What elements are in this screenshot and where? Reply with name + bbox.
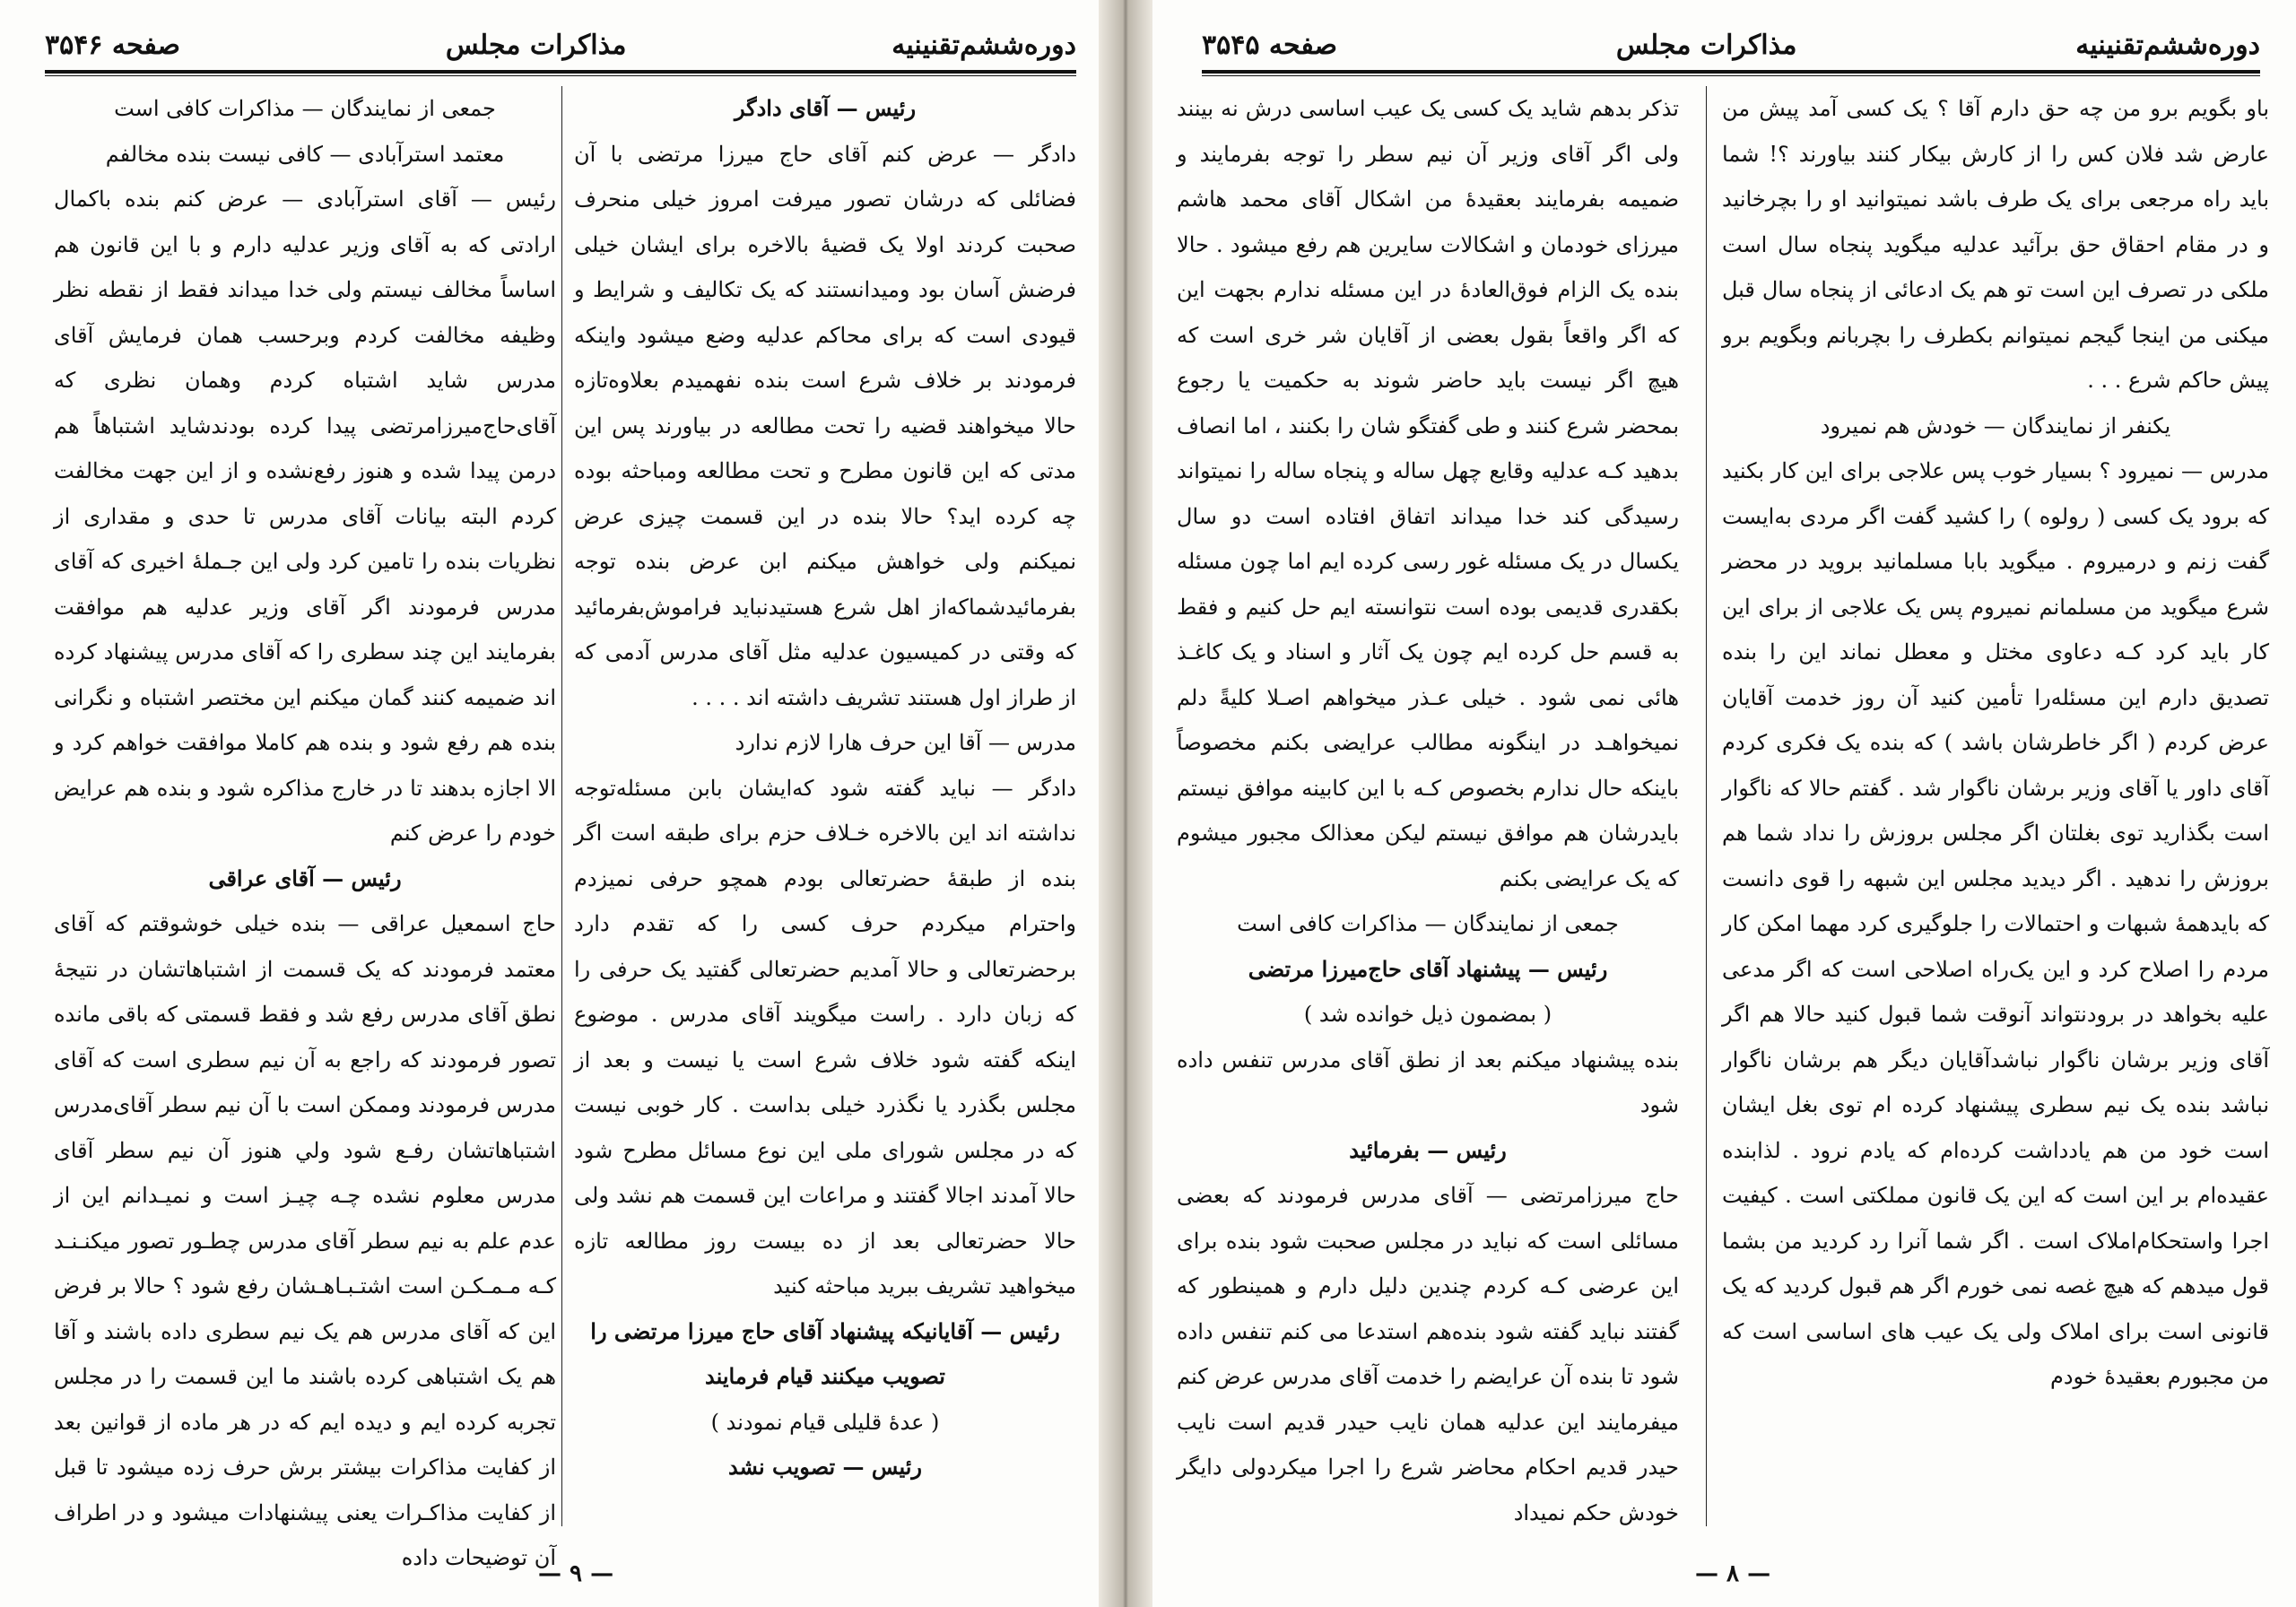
- speaker-line: رئیس — تصویب نشد: [728, 1454, 922, 1480]
- paragraph: دادگر — نباید گفته شود که‌ایشان بابن مسئله‌توجه نداشته اند این بالاخره خـلاف حزم برای طبقه است اگر بنده از طبقهٔ حضرتعالی بودم همچو حرفی نمیزدم واحترام میکردم حرف کسی را که تقدم دارد برحضرتعالی و حالا آمدیم حضرتعالی گفتید یک حرفی را که زبان دارد . راست میگویند آقای مدرس . موضوع اینکه گفته شود خلاف شرع است یا نیست و بعد از مجلس بگذرد یا نگذرد خیلی بداست . کار خوبی نیست که در مجلس شورای ملی این نوع مسائل مطرح شود حالا آمدند اجالا گفتند و مراعات این قسمت هم نشد ولی حالا حضرتعالی بعد از ده بیست روز مطالعه تازه میخواهید تشریف ببرید مباحثه کنید: [574, 775, 1077, 1299]
- paragraph: باو بگویم برو من چه حق دارم آقا ؟ یک کسی آمد پیش من عارض شد فلان کس را از کارش بیکار کنند بیاورند ؟! شما باید راه مرجعی برای یک طرف باشد نمیتوانید او را بچرخانید و در مقام احقاق حق برآئید عدلیه میگوید پنجاه سال است ملکی در تصرف این است تو هم یک ادعائی از پنجاه سال قبل میکنی من اینجا گیجم نمیتوانم بکطرف را بچربانم وبگویم برو پیش حاکم شرع . . .: [1722, 96, 2269, 393]
- page-header: [45, 20, 1076, 70]
- speaker-line: رئیس — آقایانیکه پیشنهاد آقای حاج میرزا مرتضی را تصویب میکنند قیام فرمایند: [590, 1317, 1060, 1389]
- page-footer: — ۸ —: [1695, 1560, 1771, 1587]
- centered-line: ( بمضمون ذیل خوانده شد ): [1303, 1002, 1552, 1027]
- right-page: [1157, 0, 2296, 1607]
- paragraph: حاج میرزامرتضی — آقای مدرس فرمودند که بعضی مسائلی است که نباید در مجلس صحبت شود بنده برای این عرضی کـه کردم چندین دلیل دارم و همینطور که گفتند نباید گفته شود بنده‌هم استدعا می کنم تنفس داده شود تا بنده آن عرایضم را خدمت آقای مدرس عرض کنم میفرمایند این عدلیه همان نایب حیدر قدیم است نایب حیدر قدیم احکام محاضر شرع را اجرا میکرد‌ولی دایگر خودش حکم نمیداد: [1177, 1183, 1680, 1525]
- paragraph: بنده پیشنهاد میکنم بعد از نطق آقای مدرس تنفس داده شود: [1177, 1047, 1679, 1117]
- header-title: مذاکرات مجلس: [445, 29, 627, 61]
- centered-line: ( عدهٔ قلیلی قیام نمودند ): [710, 1409, 940, 1435]
- header-rule-thin: [45, 75, 1076, 76]
- paragraph: تذکر بدهم شاید یک کسی یک عیب اساسی درش نه بینند ولی اگر آقای وزیر آن نیم سطر را توجه بفرمایند و ضمیمه بفرمایند بعقیدهٔ من اشکال آقای محمد هاشم میرزای خودمان و اشکالات سایرین هم رفع میشود . حالا بنده یک الزام فوق‌العادهٔ در این مسئله ندارم بجهت این که اگر واقعاً بقول بعضی از آقایان شر خری است که هیچ اگر نیست باید حاضر شوند به حکمیت یا رجوع بمحضر شرع کنند و طی گفتگو شان را بکنند ، اما انصاف بدهید کـه عدلیه وقایع چهل ساله و پنجاه ساله را نمیتواند رسیدگی کند خدا میداند اتفاق افتاده است دو سال یکسال در یک مسئله غور رسی کرده ایم اما چون مسئله بکقدری قدیمی بوده است نتوانسته ایم حل کنیم و فقط به قسم حل کرده ایم چون یک آثار و اسناد و یک کاغـذ هائی نمی شود . خیلی عـذر میخواهم اصـلا کلیةً دلم نمیخواهـد در اینگونه مطالب عرایضی بکنم مخصوصاً باینکه حال ندارم بخصوص کـه با این کابینه موافق نیستم بایدرشان هم موافق نیستم لیکن معذالک مجبور میشوم که یک عرایضی بکنم: [1177, 96, 1679, 891]
- book-gutter: [1099, 0, 1152, 1607]
- header-page-number: صفحه ۳۵۴۶: [45, 29, 180, 61]
- header-page-number: صفحه ۳۵۴۵: [1202, 29, 1337, 61]
- column-right: [574, 86, 1076, 1544]
- centered-line: جمعی از نمایندگان — مذاکرات کافی است: [1237, 911, 1619, 936]
- paragraph: مدرس — آقا این حرف هارا لازم ندارد: [735, 730, 1076, 755]
- speaker-line: رئیس — آقای دادگر: [734, 95, 917, 121]
- page-header: [1202, 20, 2260, 70]
- header-rule: [1202, 70, 2260, 74]
- speaker-line: رئیس — آقای عراقی: [208, 864, 402, 891]
- column-right: [1722, 86, 2269, 1544]
- centered-line: معتمد استرآبادی — کافی نیست بنده مخالفم: [105, 141, 505, 167]
- header-session: دوره‌ششم‌تقنینیه: [2075, 29, 2260, 61]
- header-session: دوره‌ششم‌تقنینیه: [891, 29, 1076, 61]
- column-divider: [1706, 86, 1707, 1526]
- speaker-line: رئیس — پیشنهاد آقای حاج‌میرزا مرتضی: [1248, 955, 1608, 982]
- centered-line: جمعی از نمایندگان — مذاکرات کافی است: [114, 96, 496, 121]
- paragraph: دادگر — عرض کنم آقای حاج میرزا مرتضی با آن فضائلی که درشان تصور میرفت امروز خیلی منحرف صحبت کردند اولا یک قضیهٔ بالاخره برای ایشان خیلی فرضش آسان بود ومیدانستند که یک تکالیف و شرایط و قیودی است که برای محاکم عدلیه وضع میشود واینکه فرمودند بر خلاف شرع است بنده نفهمیدم بعلاوه‌تازه حالا میخواهند قضیه را تحت مطالعه در بیاورند پس این مدتی که این قانون مطرح و تحت مطالعه ومباحثه بوده چه کرده اید؟ حالا بنده در این قسمت چیزی عرض نمیکنم ولی خواهش میکنم ابن عرض بنده توجه بفرمائید‌شماکه‌از اهل شرع هستید‌نباید فراموش‌بفرمائید که وقتی در کمیسیون عدلیه مثل آقای مدرس آدمی که از طراز اول هستند تشریف داشته اند . . . .: [574, 141, 1077, 710]
- header-title: مذاکرات مجلس: [1615, 29, 1797, 61]
- paragraph: حاج اسمعیل عراقی — بنده خیلی خوشوقتم که آقای معتمد فرمودند که یک قسمت از اشتباهاتشان در نتیجهٔ نطق آقای مدرس رفع شد و فقط قسمتی که باقی مانده تصور فرمودند که راجع به آن نیم سطری است که آقای مدرس فرمودند وممکن است با آن نیم سطر آقای‌مدرس اشتباهاتشان رفـع شود ولي هنوز آن نیم سطر آقای مدرس معلوم نشده چـه چیـز است و نمیـدانم این از عدم علم به نیم سطر آقای مدرس چطـور تصور میکنـنـد کـه مـمـکـن است اشتـبـاهـشان رفع شود ؟ حالا بر فرض این که آقای مدرس هم یک نیم سطری داده باشند و آقا هم یک اشتباهی کرده باشند ما این قسمت را در مجلس تجربه کرده ایم و دیده ایم که در هر ماده از قوانین بعد از کفایت مذاکرات بیشتر برش حرف زده میشود تا قبل از کفایت مذاکـرات یعنی پیشنهادات میشود و در اطراف آن توضیحات داده: [54, 911, 557, 1570]
- paragraph: رئیس — آقای استرآبادی — عرض کنم بنده باکمال ارادتی که به آقای وزیر عدلیه دارم و با این قانون هم اساساً مخالف نیستم ولی خدا میداند فقط از نقطه نظر وظیفه مخالفت کردم وبرحسب همان فرمایش آقای مدرس شاید اشتباه کردم وهمان نظری که آقای‌حاج‌میرزامرتضی پیدا کرده بودند‌شاید اشتباهاً هم درمن پیدا شده و هنوز رفع‌نشده و از این جهت مخالفت کردم البته بیانات آقای مدرس تا حدی و مقداری از نظریات بنده را تامین کرد ولی این جـملهٔ اخیری که آقای مدرس فرمودند اگر آقای وزیر عدلیه هم موافقت بفرمایند این چند سطری را که آقای مدرس پیشنهاد کرده اند ضمیمه کنند گمان میکنم این مختصر اشتباه و نگرانی بنده هم رفع شود و بنده هم کاملا موافقت خواهم کرد و الا اجازه بدهند تا در خارج مذاکره شود و بنده هم عرایض خودم را عرض کنم: [54, 187, 556, 846]
- paragraph: مدرس — نمیرود ؟ بسیار خوب پس علاجی برای این کار بکنید که برود یک کسی ( رولوه ) را کشید گفت اگر مردی به‌ایست گفت زنم و درمیروم . میگوید بابا مسلمانید بروید در محضر شرع میگوید من مسلمانم نمیروم پس یک علاجی از برای این کار باید کرد کـه دعاوی مختل و معطل نماند این را بنده تصدیق دارم این مسئله‌را تأمین کنید آن روز خدمت آقایان عرض کردم ( اگر خاطرشان باشد ) که بنده یک فکری کردم آقای داور یا آقای وزیر برشان ناگوار شد . گفتم حالا که ناگوار است بگذارید توی بغلتان اگر مجلس بروزش را نداد شما هم بروزش را ندهید . اگر دیدید مجلس این شبهه را قوی دانست که بایدهمهٔ شبهات و احتمالات را جلوگیری کرد مهما امکن کار مردم را اصلاح کرد و این یک‌راه اصلاحی است که اگر مدعی علیه بخواهد در برود‌نتواند آنوقت شما قبول کنید حالا هم اگر آقای وزیر برشان ناگوار نباشد‌آقایان دیگر هم برشان ناگوار نباشد بنده یک نیم سطری پیشنهاد کرده ام توی بغل ایشان است خود من هم یادداشت کرده‌ام که یادم نرود . لذابنده عقیده‌ام بر این است که این یک قانون مملکتی است . کیفیت اجرا واستحکام‌املاک است . اگر شما آنرا رد کردید من بشما قول میدهم که هیچ غصه نمی خورم اگر هم قبول کردید که یک قانونی است برای املاک ولی یک عیب های اساسی است که من مجبورم بعقیدهٔ خودم: [1722, 458, 2270, 1389]
- header-rule-thin: [1202, 75, 2260, 76]
- speaker-line: رئیس — بفرمائید: [1349, 1136, 1507, 1163]
- column-left: [1177, 86, 1679, 1544]
- column-left: [54, 86, 557, 1570]
- page-footer: — ۹ —: [538, 1560, 614, 1587]
- left-page: [0, 0, 1112, 1607]
- column-divider: [561, 86, 562, 1526]
- header-rule: [45, 70, 1076, 74]
- centered-line: یکنفر از نمایندگان — خودش هم نمیرود: [1820, 413, 2171, 439]
